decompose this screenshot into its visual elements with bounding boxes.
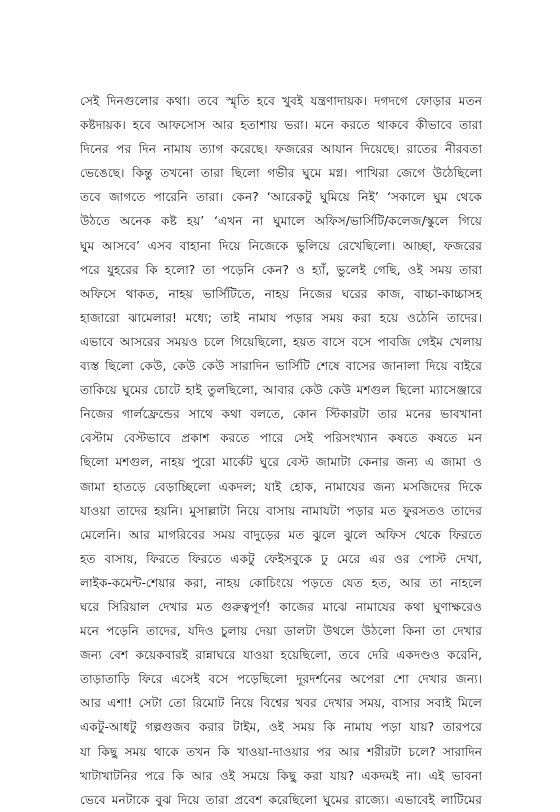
text-line: পরে যুহরের কি হলো? তা পড়েনি কেন? ও হ্যাঁ, ভুলেই গেছি, ওই সময় তারা [80,262,482,277]
text-line: বেস্টাম বেস্টভাবে প্রকাশ করতে পারে সেই পরিসংখ্যান কষতে কষতে মন [80,431,482,446]
text-line: হত বাসায়, ফিরতে ফিরতে একটু ফেইসবুকে ঢু মেরে এর ওর পোস্ট দেখা, [80,551,482,566]
body-paragraph [80,89,482,812]
text-line: ব্যস্ত ছিলো কেউ, কেউ কেউ সারাদিন ভার্সিটি শেষে বাসের জানালা দিয়ে বাইরে [80,359,482,374]
text-line: একটু-আধটু গল্পগুজব করার টাইম, ওই সময় কি নামায পড়া যায়? তারপরে [80,720,482,735]
text-line: যা কিছু সময় থাকে তখন কি খাওয়া-দাওয়ার পর আর শরীরটা চলে? সারাদিন [80,744,482,759]
text-line: অফিসে থাকত, নাহয় ভার্সিটিতে, নাহয় নিজের ঘরের কাজ, বাচ্চা-কাচ্চাসহ [80,286,482,301]
text-line: ভেবে মনটাকে বুঝ দিয়ে তারা প্রবেশ করেছিলো ঘুমের রাজ্যে। এভাবেই লাটিমের [80,792,482,807]
text-line: নিজের গার্লফ্রেন্ডের সাথে কথা বলতে, কোন স্টিকারটা তার মনের ভাবখানা [80,407,482,422]
text-line: তাড়াতাড়ি ফিরে এসেই বসে পড়েছিলো দূরদর্শনের অপেরা শো দেখার জন্য। [80,672,482,687]
text-line: যাওয়া তাদের হয়নি। মুসাল্লাটা নিয়ে বাসায় নামাযটা পড়ার মত ফুরসতও তাদের [80,503,482,518]
text-line: দিনের পর দিন নামায ত্যাগ করেছে। ফজরের আযান দিয়েছে। রাতের নীরবতা [80,142,482,157]
text-line: লাইক-কমেন্ট-শেয়ার করা, নাহয় কোচিংয়ে পড়তে যেত হত, আর তা নাহলে [80,575,482,590]
text-line: ছিলো মশগুল, নাহয় পুরো মার্কেট ঘুরে বেস্ট জামাটা কেনার জন্য এ জামা ও [80,455,482,470]
text-line: ঘুম আসবে’ এসব বাহানা দিয়ে নিজেকে ভুলিয়ে রেখেছিলো। আচ্ছা, ফজরের [80,238,482,253]
text-line: মেলেনি। আর মাগরিবের সময় বাদুড়ের মত ঝুলে ঝুলে অফিস থেকে ফিরতে [80,527,482,542]
text-line: এভাবে আসরের সময়ও চলে গিয়েছিলো, হয়ত বাসে বসে পাবজি গেইম খেলায় [80,334,482,349]
text-line: ভেঙেছে। কিন্তু তখনো তারা ছিলো গভীর ঘুমে মগ্ন। পাখিরা জেগে উঠেছিলো [80,166,482,181]
text-line: তাকিয়ে ঘুমের চোটে হাই তুলছিলো, আবার কেউ কেউ মশগুল ছিলো ম্যাসেঞ্জারে [80,383,482,398]
text-line: খাটাখাটনির পরে কি আর ওই সময়ে কিছু করা যায়? একদমই না। এই ভাবনা [80,768,482,783]
text-line: কষ্টদায়ক। হবে আফসোস আর হতাশায় ভরা। মনে করতে থাকবে কীভাবে তারা [80,118,482,133]
text-line: উঠতে অনেক কষ্ট হয়’ ‘এখন না ঘুমালে অফিস/ভার্সিটি/কলেজ/স্কুলে গিয়ে [80,214,482,229]
text-line: হাজারো ঝামেলার! মধ্যে; তাই নামায পড়ার সময় করা হয়ে ওঠেনি তাদের। [80,310,482,325]
text-line: মনে পড়েনি তাদের, যদিও চুলায় দেয়া ডালটা উথলে উঠলো কিনা তা দেখার [80,624,482,639]
text-line: জামা হাতড়ে বেড়াচ্ছিলো একদল; যাই হোক, নামাযের জন্য মসজিদের দিকে [80,479,482,494]
text-line: আর এশা! সেটা তো রিমোট নিয়ে বিশ্বের খবর দেখার সময়, বাসার সবাই মিলে [80,696,482,711]
text-line: তবে জাগতে পারেনি তারা। কেন? ‘আরেকটু ঘুমিয়ে নিই’ ‘সকালে ঘুম থেকে [80,190,482,205]
text-line: জন্য বেশ কয়েকবারই রান্নাঘরে যাওয়া হয়েছিলো, তবে দেরি একদণ্ডও করেনি, [80,648,482,663]
text-line: সেই দিনগুলোর কথা। তবে স্মৃতি হবে খুবই যন্ত্রণাদায়ক। দগদগে ফোড়ার মতন [80,94,482,108]
text-line: ঘরে সিরিয়াল দেখার মত গুরুত্বপূর্ণ! কাজের মাঝে নামাযের কথা ঘুণাক্ষরেও [80,599,482,614]
